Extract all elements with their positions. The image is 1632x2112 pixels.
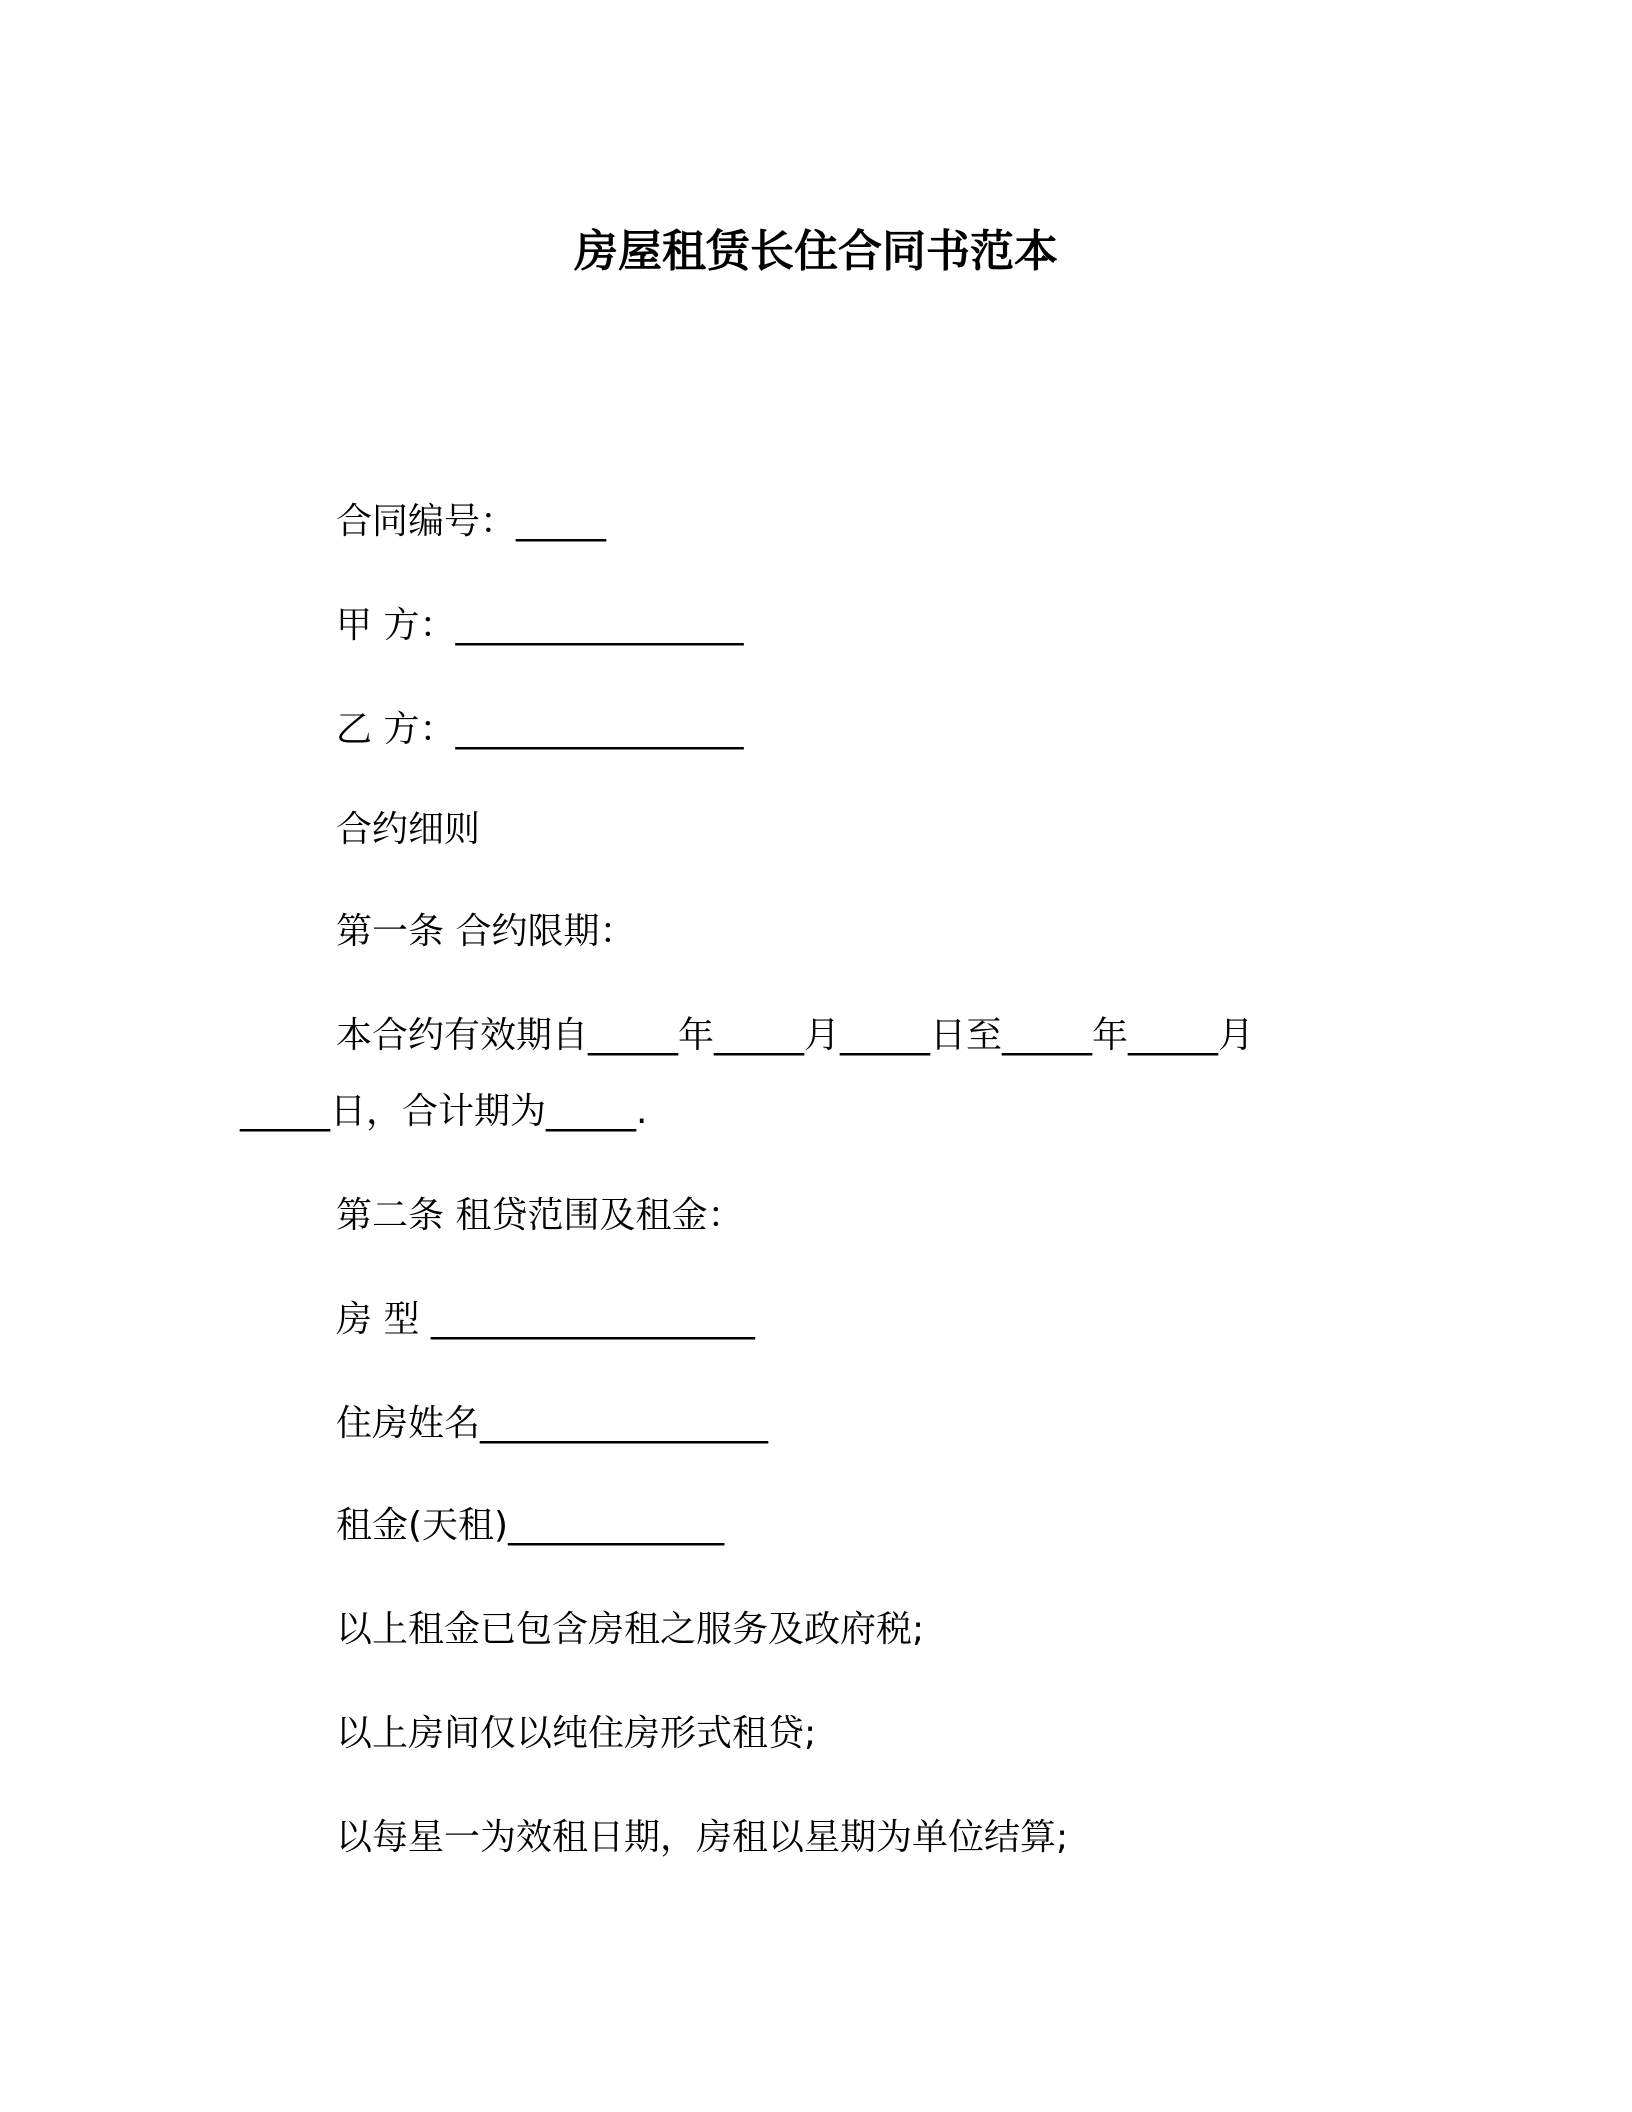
document-title: 房屋租赁长住合同书范本 (574, 226, 1058, 277)
party-b-line: 乙 方：________________ (336, 709, 744, 750)
party-a-line: 甲 方：________________ (336, 605, 744, 646)
tenant-name-line: 住房姓名________________ (336, 1403, 769, 1444)
article-one-heading: 第一条 合约限期： (336, 911, 636, 952)
daily-rent-line: 租金(天租)____________ (336, 1505, 725, 1546)
section-heading-contract-details: 合约细则 (336, 809, 481, 850)
room-type-line: 房 型 __________________ (336, 1299, 755, 1340)
validity-period-line: 本合约有效期自_____年_____月_____日至_____年_____月 (336, 1015, 1255, 1056)
weekly-settlement-line: 以每星一为效租日期，房租以星期为单位结算; (336, 1817, 1069, 1858)
residential-use-line: 以上房间仅以纯住房形式租贷; (336, 1713, 817, 1754)
rent-includes-line: 以上租金已包含房租之服务及政府税; (336, 1609, 925, 1650)
validity-period-continuation: _____日，合计期为_____. (240, 1091, 648, 1132)
contract-number-line: 合同编号：_____ (336, 501, 607, 542)
article-two-heading: 第二条 租贷范围及租金： (336, 1195, 744, 1236)
